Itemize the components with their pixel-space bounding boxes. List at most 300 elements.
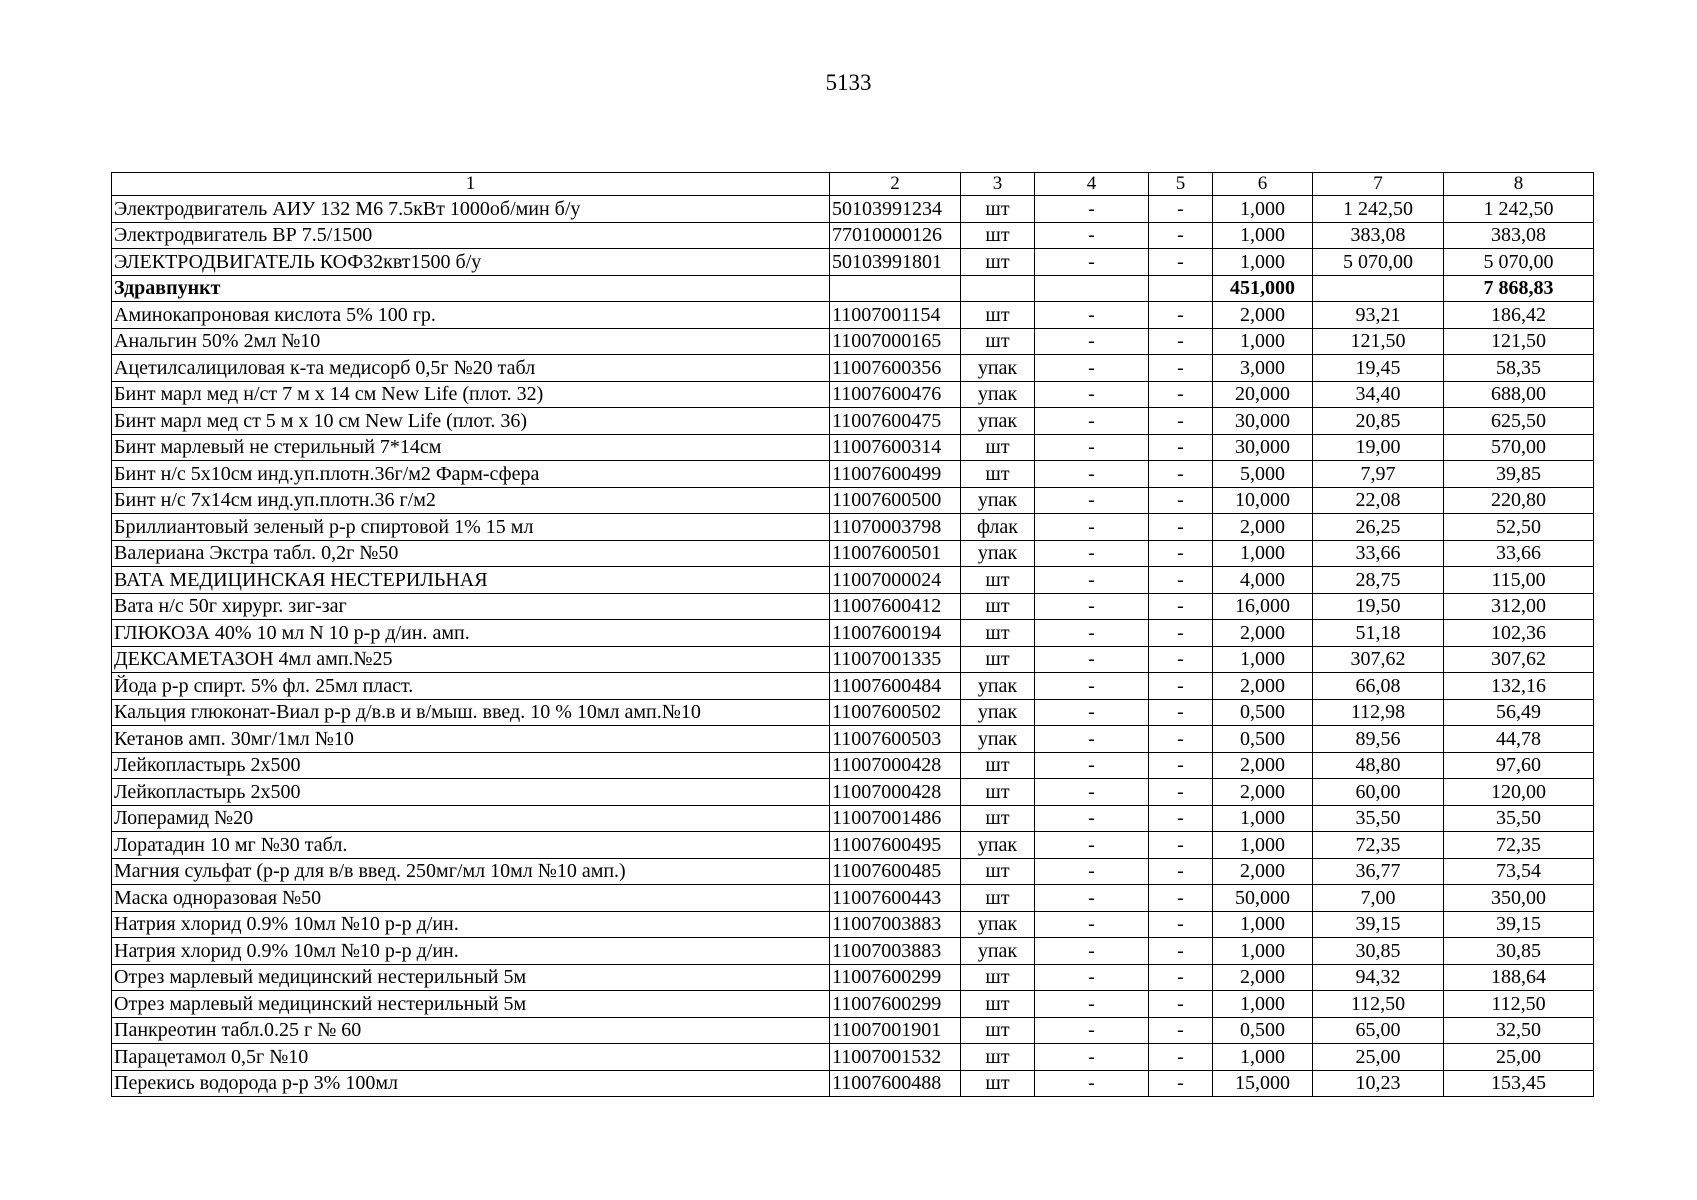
unit-cell: упак [961,938,1035,965]
item-name-cell: Бинт н/с 5х10см инд.уп.плотн.36г/м2 Фарм-сфера [112,461,830,488]
column-number-header: 6 [1213,173,1313,196]
column-4-cell: - [1035,302,1149,329]
table-row [112,620,1594,647]
item-code-cell: 11007600314 [830,434,961,461]
quantity-cell: 1,000 [1213,222,1313,249]
column-5-cell: - [1149,514,1213,541]
column-5-cell: - [1149,832,1213,859]
unit-cell: шт [961,593,1035,620]
item-name-cell: Натрия хлорид 0.9% 10мл №10 р-р д/ин. [112,911,830,938]
price-cell: 60,00 [1313,779,1444,806]
quantity-cell: 0,500 [1213,726,1313,753]
item-name-cell: Здравпункт [112,275,830,302]
sum-cell: 39,85 [1444,461,1594,488]
item-name-cell: ГЛЮКОЗА 40% 10 мл N 10 р-р д/ин. амп. [112,620,830,647]
unit-cell: шт [961,249,1035,276]
column-5-cell: - [1149,805,1213,832]
column-5-cell: - [1149,858,1213,885]
column-5-cell: - [1149,620,1213,647]
column-5-cell: - [1149,222,1213,249]
column-4-cell: - [1035,567,1149,594]
item-code-cell: 11007000024 [830,567,961,594]
price-cell: 25,00 [1313,1044,1444,1071]
table-row [112,646,1594,673]
item-name-cell: Валериана Экстра табл. 0,2г №50 [112,540,830,567]
item-name-cell: Натрия хлорид 0.9% 10мл №10 р-р д/ин. [112,938,830,965]
sum-cell: 186,42 [1444,302,1594,329]
item-code-cell: 11007001532 [830,1044,961,1071]
unit-cell: шт [961,461,1035,488]
quantity-cell: 1,000 [1213,1044,1313,1071]
quantity-cell: 2,000 [1213,752,1313,779]
column-4-cell: - [1035,726,1149,753]
sum-cell: 5 070,00 [1444,249,1594,276]
item-name-cell: Бинт н/с 7х14см инд.уп.плотн.36 г/м2 [112,487,830,514]
quantity-cell: 50,000 [1213,885,1313,912]
unit-cell: шт [961,1017,1035,1044]
table-row [112,487,1594,514]
item-code-cell [830,275,961,302]
sum-cell: 102,36 [1444,620,1594,647]
column-5-cell: - [1149,699,1213,726]
table-row [112,355,1594,382]
item-code-cell: 11007600299 [830,964,961,991]
table-row [112,328,1594,355]
column-number-header: 3 [961,173,1035,196]
table-row [112,434,1594,461]
quantity-cell: 2,000 [1213,620,1313,647]
item-code-cell: 11007003883 [830,938,961,965]
price-cell: 112,98 [1313,699,1444,726]
unit-cell: шт [961,752,1035,779]
column-5-cell: - [1149,885,1213,912]
column-4-cell: - [1035,196,1149,223]
column-4-cell [1035,275,1149,302]
column-4-cell: - [1035,1070,1149,1097]
page-number: 5133 [825,70,872,95]
price-cell: 121,50 [1313,328,1444,355]
item-code-cell: 11007600356 [830,355,961,382]
unit-cell [961,275,1035,302]
item-code-cell: 11007600503 [830,726,961,753]
column-number-header: 7 [1313,173,1444,196]
sum-cell: 312,00 [1444,593,1594,620]
price-cell: 10,23 [1313,1070,1444,1097]
sum-cell: 115,00 [1444,567,1594,594]
sum-cell: 44,78 [1444,726,1594,753]
price-cell: 19,45 [1313,355,1444,382]
unit-cell: шт [961,222,1035,249]
quantity-cell: 1,000 [1213,991,1313,1018]
column-4-cell: - [1035,355,1149,382]
column-5-cell: - [1149,752,1213,779]
table-row [112,885,1594,912]
item-code-cell: 11007600500 [830,487,961,514]
column-5-cell: - [1149,249,1213,276]
unit-cell: шт [961,302,1035,329]
table-row [112,938,1594,965]
unit-cell: шт [961,964,1035,991]
quantity-cell: 2,000 [1213,779,1313,806]
sum-cell: 25,00 [1444,1044,1594,1071]
item-code-cell: 11007600495 [830,832,961,859]
unit-cell: шт [961,779,1035,806]
item-name-cell: Перекись водорода р-р 3% 100мл [112,1070,830,1097]
quantity-cell: 1,000 [1213,540,1313,567]
column-5-cell: - [1149,434,1213,461]
sum-cell: 688,00 [1444,381,1594,408]
price-cell: 1 242,50 [1313,196,1444,223]
table-row [112,991,1594,1018]
sum-cell: 97,60 [1444,752,1594,779]
price-cell: 94,32 [1313,964,1444,991]
item-name-cell: Лейкопластырь 2х500 [112,779,830,806]
item-code-cell: 11007600475 [830,408,961,435]
column-4-cell: - [1035,434,1149,461]
column-5-cell: - [1149,1070,1213,1097]
quantity-cell: 2,000 [1213,673,1313,700]
sum-cell: 32,50 [1444,1017,1594,1044]
table-row [112,832,1594,859]
unit-cell: шт [961,567,1035,594]
sum-cell: 625,50 [1444,408,1594,435]
item-code-cell: 11007600443 [830,885,961,912]
unit-cell: шт [961,196,1035,223]
quantity-cell: 1,000 [1213,196,1313,223]
column-4-cell: - [1035,885,1149,912]
item-name-cell: Магния сульфат (р-р для в/в введ. 250мг/мл 10мл №10 амп.) [112,858,830,885]
quantity-cell: 0,500 [1213,1017,1313,1044]
table-row [112,302,1594,329]
quantity-cell: 30,000 [1213,408,1313,435]
quantity-cell: 15,000 [1213,1070,1313,1097]
sum-cell: 73,54 [1444,858,1594,885]
price-cell: 22,08 [1313,487,1444,514]
column-5-cell: - [1149,302,1213,329]
column-4-cell: - [1035,699,1149,726]
unit-cell: шт [961,858,1035,885]
item-code-cell: 11007001901 [830,1017,961,1044]
item-code-cell: 11007000428 [830,779,961,806]
unit-cell: шт [961,646,1035,673]
table-row [112,249,1594,276]
item-code-cell: 11007600488 [830,1070,961,1097]
price-cell: 307,62 [1313,646,1444,673]
column-4-cell: - [1035,249,1149,276]
quantity-cell: 5,000 [1213,461,1313,488]
sum-cell: 120,00 [1444,779,1594,806]
price-cell: 20,85 [1313,408,1444,435]
column-5-cell: - [1149,381,1213,408]
table-row [112,381,1594,408]
unit-cell: шт [961,434,1035,461]
item-name-cell: Отрез марлевый медицинский нестерильный 5м [112,991,830,1018]
item-code-cell: 11007003883 [830,911,961,938]
column-5-cell: - [1149,593,1213,620]
price-cell: 48,80 [1313,752,1444,779]
quantity-cell: 1,000 [1213,938,1313,965]
sum-cell: 112,50 [1444,991,1594,1018]
price-cell: 34,40 [1313,381,1444,408]
table-header-row [112,173,1594,196]
item-code-cell: 50103991234 [830,196,961,223]
item-name-cell: Йода р-р спирт. 5% фл. 25мл пласт. [112,673,830,700]
table-row [112,567,1594,594]
column-4-cell: - [1035,911,1149,938]
column-5-cell: - [1149,355,1213,382]
column-4-cell: - [1035,752,1149,779]
item-code-cell: 11007001154 [830,302,961,329]
unit-cell: упак [961,408,1035,435]
column-number-header: 2 [830,173,961,196]
quantity-cell: 2,000 [1213,514,1313,541]
column-number-header: 5 [1149,173,1213,196]
sum-cell: 39,15 [1444,911,1594,938]
price-cell: 66,08 [1313,673,1444,700]
item-code-cell: 11007600501 [830,540,961,567]
unit-cell: упак [961,673,1035,700]
column-4-cell: - [1035,646,1149,673]
unit-cell: упак [961,832,1035,859]
price-cell: 72,35 [1313,832,1444,859]
column-4-cell: - [1035,540,1149,567]
column-4-cell: - [1035,991,1149,1018]
quantity-cell: 0,500 [1213,699,1313,726]
unit-cell: упак [961,911,1035,938]
table-row [112,911,1594,938]
sum-cell: 52,50 [1444,514,1594,541]
column-5-cell: - [1149,938,1213,965]
unit-cell: шт [961,991,1035,1018]
item-name-cell: ЭЛЕКТРОДВИГАТЕЛЬ КОФ32квт1500 б/у [112,249,830,276]
column-4-cell: - [1035,805,1149,832]
item-name-cell: Лоратадин 10 мг №30 табл. [112,832,830,859]
unit-cell: шт [961,1070,1035,1097]
item-code-cell: 11007600502 [830,699,961,726]
price-cell: 30,85 [1313,938,1444,965]
column-4-cell: - [1035,487,1149,514]
item-name-cell: Парацетамол 0,5г №10 [112,1044,830,1071]
table-row [112,593,1594,620]
column-4-cell: - [1035,222,1149,249]
column-4-cell: - [1035,328,1149,355]
column-5-cell: - [1149,540,1213,567]
column-5-cell: - [1149,1044,1213,1071]
item-code-cell: 11007000165 [830,328,961,355]
unit-cell: упак [961,381,1035,408]
sum-cell: 33,66 [1444,540,1594,567]
price-cell: 33,66 [1313,540,1444,567]
item-name-cell: Лейкопластырь 2х500 [112,752,830,779]
table-row [112,1070,1594,1097]
table-row [112,461,1594,488]
quantity-cell: 2,000 [1213,964,1313,991]
price-cell: 19,00 [1313,434,1444,461]
unit-cell: шт [961,328,1035,355]
price-cell: 89,56 [1313,726,1444,753]
quantity-cell: 1,000 [1213,328,1313,355]
column-5-cell: - [1149,646,1213,673]
quantity-cell: 3,000 [1213,355,1313,382]
item-name-cell: Электродвигатель ВР 7.5/1500 [112,222,830,249]
item-name-cell: Панкреотин табл.0.25 г № 60 [112,1017,830,1044]
item-name-cell: Бинт марл мед ст 5 м х 10 см New Life (плот. 36) [112,408,830,435]
quantity-cell: 451,000 [1213,275,1313,302]
item-code-cell: 11007600412 [830,593,961,620]
table-row [112,1017,1594,1044]
item-code-cell: 11007600299 [830,991,961,1018]
price-cell: 7,97 [1313,461,1444,488]
sum-cell: 307,62 [1444,646,1594,673]
price-cell: 383,08 [1313,222,1444,249]
column-4-cell: - [1035,381,1149,408]
sum-cell: 570,00 [1444,434,1594,461]
quantity-cell: 1,000 [1213,911,1313,938]
column-5-cell: - [1149,673,1213,700]
column-4-cell: - [1035,673,1149,700]
item-name-cell: Ацетилсалициловая к-та медисорб 0,5г №20 табл [112,355,830,382]
column-4-cell: - [1035,1017,1149,1044]
quantity-cell: 1,000 [1213,249,1313,276]
item-code-cell: 11007600484 [830,673,961,700]
column-5-cell [1149,275,1213,302]
table-row [112,1044,1594,1071]
table-row [112,540,1594,567]
column-4-cell: - [1035,964,1149,991]
item-name-cell: Отрез марлевый медицинский нестерильный 5м [112,964,830,991]
item-code-cell: 11070003798 [830,514,961,541]
sum-cell: 30,85 [1444,938,1594,965]
quantity-cell: 20,000 [1213,381,1313,408]
sum-cell: 56,49 [1444,699,1594,726]
unit-cell: шт [961,620,1035,647]
column-4-cell: - [1035,832,1149,859]
price-cell: 36,77 [1313,858,1444,885]
column-5-cell: - [1149,964,1213,991]
sum-cell: 1 242,50 [1444,196,1594,223]
price-cell: 65,00 [1313,1017,1444,1044]
item-code-cell: 50103991801 [830,249,961,276]
table-row [112,699,1594,726]
column-4-cell: - [1035,514,1149,541]
sum-cell: 7 868,83 [1444,275,1594,302]
price-cell [1313,275,1444,302]
column-number-header: 4 [1035,173,1149,196]
table-row [112,964,1594,991]
column-5-cell: - [1149,726,1213,753]
column-5-cell: - [1149,487,1213,514]
unit-cell: упак [961,699,1035,726]
table-row [112,726,1594,753]
price-cell: 112,50 [1313,991,1444,1018]
item-code-cell: 11007600499 [830,461,961,488]
price-cell: 28,75 [1313,567,1444,594]
unit-cell: шт [961,885,1035,912]
unit-cell: шт [961,805,1035,832]
item-name-cell: Электродвигатель АИУ 132 М6 7.5кВт 1000об/мин б/у [112,196,830,223]
price-cell: 7,00 [1313,885,1444,912]
table-row [112,222,1594,249]
item-name-cell: Бинт марл мед н/ст 7 м х 14 см New Life (плот. 32) [112,381,830,408]
unit-cell: упак [961,487,1035,514]
column-5-cell: - [1149,1017,1213,1044]
item-name-cell: Вата н/с 50г хирург. зиг-заг [112,593,830,620]
table-row [112,514,1594,541]
item-code-cell: 11007001486 [830,805,961,832]
column-4-cell: - [1035,1044,1149,1071]
quantity-cell: 1,000 [1213,832,1313,859]
sum-cell: 383,08 [1444,222,1594,249]
price-cell: 93,21 [1313,302,1444,329]
item-code-cell: 11007000428 [830,752,961,779]
column-5-cell: - [1149,911,1213,938]
section-header-row [112,275,1594,302]
sum-cell: 188,64 [1444,964,1594,991]
unit-cell: упак [961,726,1035,753]
sum-cell: 35,50 [1444,805,1594,832]
inventory-table [111,172,1594,1097]
item-code-cell: 77010000126 [830,222,961,249]
column-5-cell: - [1149,461,1213,488]
column-number-header: 1 [112,173,830,196]
column-5-cell: - [1149,328,1213,355]
quantity-cell: 1,000 [1213,805,1313,832]
item-name-cell: Аминокапроновая кислота 5% 100 гр. [112,302,830,329]
item-name-cell: Лоперамид №20 [112,805,830,832]
column-4-cell: - [1035,461,1149,488]
column-5-cell: - [1149,408,1213,435]
quantity-cell: 2,000 [1213,302,1313,329]
sum-cell: 220,80 [1444,487,1594,514]
price-cell: 51,18 [1313,620,1444,647]
sum-cell: 121,50 [1444,328,1594,355]
column-4-cell: - [1035,779,1149,806]
quantity-cell: 30,000 [1213,434,1313,461]
quantity-cell: 2,000 [1213,858,1313,885]
table-row [112,805,1594,832]
column-4-cell: - [1035,593,1149,620]
item-name-cell: Бинт марлевый не стерильный 7*14см [112,434,830,461]
column-4-cell: - [1035,938,1149,965]
item-code-cell: 11007600194 [830,620,961,647]
price-cell: 26,25 [1313,514,1444,541]
table-row [112,752,1594,779]
table-row [112,196,1594,223]
table-row [112,673,1594,700]
column-5-cell: - [1149,567,1213,594]
column-5-cell: - [1149,196,1213,223]
item-name-cell: Анальгин 50% 2мл №10 [112,328,830,355]
item-code-cell: 11007001335 [830,646,961,673]
price-cell: 39,15 [1313,911,1444,938]
table-row [112,779,1594,806]
item-name-cell: Маска одноразовая №50 [112,885,830,912]
price-cell: 35,50 [1313,805,1444,832]
quantity-cell: 10,000 [1213,487,1313,514]
item-name-cell: Кальция глюконат-Виал р-р д/в.в и в/мыш. введ. 10 % 10мл амп.№10 [112,699,830,726]
item-name-cell: Кетанов амп. 30мг/1мл №10 [112,726,830,753]
sum-cell: 58,35 [1444,355,1594,382]
table-row [112,408,1594,435]
price-cell: 19,50 [1313,593,1444,620]
quantity-cell: 16,000 [1213,593,1313,620]
item-code-cell: 11007600476 [830,381,961,408]
unit-cell: упак [961,540,1035,567]
sum-cell: 72,35 [1444,832,1594,859]
sum-cell: 153,45 [1444,1070,1594,1097]
price-cell: 5 070,00 [1313,249,1444,276]
column-5-cell: - [1149,779,1213,806]
